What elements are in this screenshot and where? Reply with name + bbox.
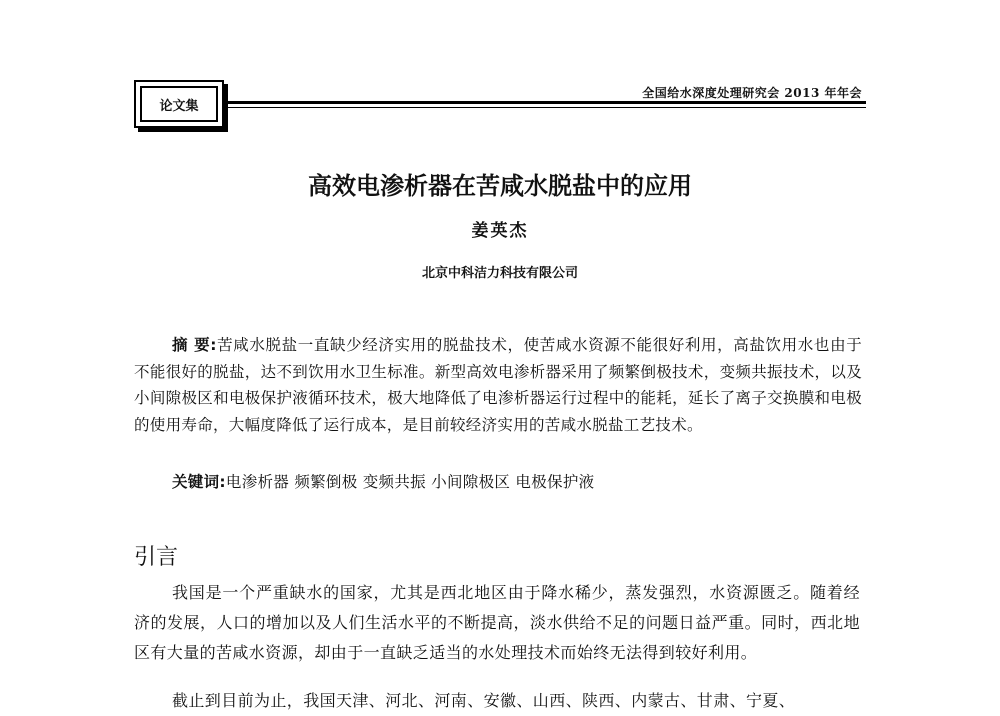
keywords-text: 电渗析器 频繁倒极 变频共振 小间隙极区 电极保护液 xyxy=(225,473,595,491)
keywords-label: 关键词: xyxy=(172,473,226,491)
body-paragraph: 我国是一个严重缺水的国家，尤其是西北地区由于降水稀少，蒸发强烈，水资源匮乏。随着经济的发展，人口的增加以及人们生活水平的不断提高，淡水供给不足的问题日益严重。同时，西北地区有大量的苦咸水资源，却由于一直缺乏适当的水处理技术而始终无法得到较好利用。 xyxy=(134,583,860,662)
author-affiliation: 北京中科洁力科技有限公司 xyxy=(421,266,578,281)
abstract xyxy=(134,332,862,438)
abstract-label: 摘 要: xyxy=(172,336,217,354)
collection-badge xyxy=(134,80,224,128)
paper-title: 高效电渗析器在苦咸水脱盐中的应用 xyxy=(308,172,692,200)
badge-label: 论文集 xyxy=(140,86,218,122)
header-rule-thin xyxy=(226,107,866,108)
author-name: 姜英杰 xyxy=(471,221,529,241)
header-rule xyxy=(226,101,866,104)
keywords xyxy=(172,470,594,492)
conference-title: 全国给水深度处理研究会 2013 年年会 xyxy=(642,86,862,100)
abstract-text: 苦咸水脱盐一直缺少经济实用的脱盐技术，使苦咸水资源不能很好利用，高盐饮用水也由于不能很好的脱盐，达不到饮用水卫生标准。新型高效电渗析器采用了频繁倒极技术，变频共振技术，以及小间隙极区和电极保护液循环技术，极大地降低了电渗析器运行过程中的能耗，延长了离子交换膜和电极的使用寿命，大幅度降低了运行成本，是目前较经济实用的苦咸水脱盐工艺技术。 xyxy=(134,336,862,434)
body-paragraph: 截止到目前为止，我国天津、河北、河南、安徽、山西、陕西、内蒙古、甘肃、宁夏、 xyxy=(172,691,796,710)
section-heading: 引言 xyxy=(134,545,179,570)
